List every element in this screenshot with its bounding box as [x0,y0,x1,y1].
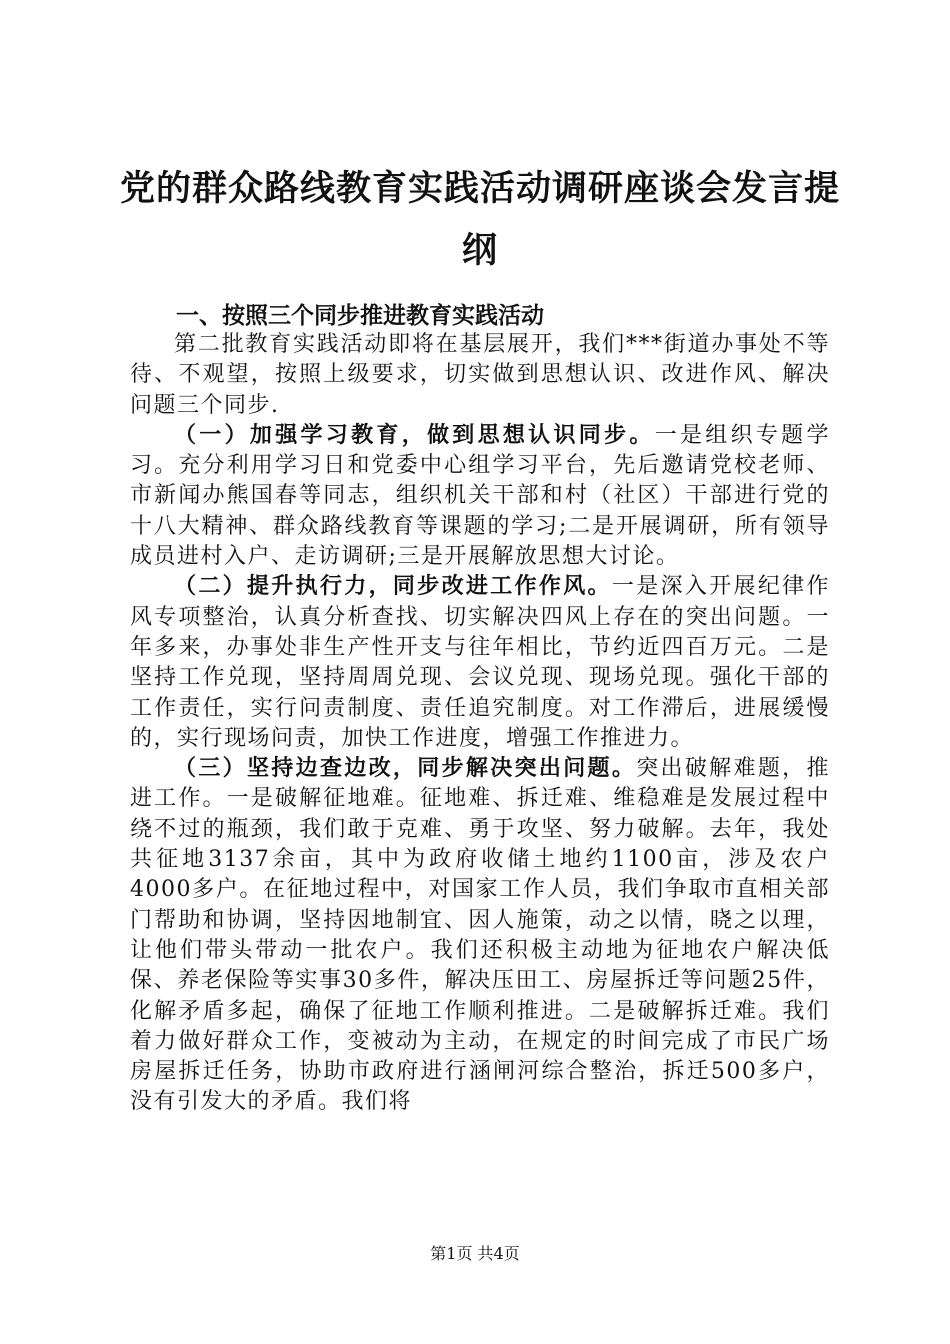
paragraph-text: 一是深入开展纪律作风专项整治，认真分析查找、切实解决四风上存在的突出问题。一年多来，办事处非生产性开支与往年相比，节约近四百万元。二是坚持工作兑现，坚持周周兑现、会议兑现、现场兑现。强化干部的工作责任，实行问责制度、责任追究制度。对工作滞后，进展缓慢的，实行现场问责，加快工作进度，增强工作推进力。 [130,574,830,751]
paragraph-section-3 [130,754,830,1118]
paragraph-lead: （二）提升执行力，同步改进工作作风。 [174,574,612,600]
paragraph-text: 一是组织专题学习。充分利用学习日和党委中心组学习平台，先后邀请党校老师、市新闻办熊国春等同志，组织机关干部和村（社区）干部进行党的十八大精神、群众路线教育等课题的学习;二是开展调研，所有领导成员进村入户、走访调研;三是开展解放思想大讨论。 [130,422,830,570]
paragraph-lead: （三）坚持边查边改，同步解决突出问题。 [174,756,637,782]
document-body [130,330,830,1118]
page-footer: 第1页 共4页 [430,1244,520,1263]
intro-paragraph: 第二批教育实践活动即将在基层展开，我们***街道办事处不等待、不观望，按照上级要求，切实做到思想认识、改进作风、解决问题三个同步. [130,332,830,418]
paragraph-section-2 [130,572,830,754]
document-title: 党的群众路线教育实践活动调研座谈会发言提纲 [120,168,841,271]
paragraph-section-1 [130,421,830,572]
section-heading: 一、按照三个同步推进教育实践活动 [176,303,544,329]
paragraph-text: 突出破解难题，推进工作。一是破解征地难。征地难、拆迁难、维稳难是发展过程中绕不过的瓶颈，我们敢于克难、勇于攻坚、努力破解。去年，我处共征地3137余亩，其中为政府收储土地约1100亩，涉及农户4000多户。在征地过程中，对国家工作人员，我们争取市直相关部门帮助和协调，坚持因地制宜、因人施策，动之以情，晓之以理，让他们带头带动一批农户。我们还积极主动地为征地农户解决低保、养老保险等实事30多件，解决压田工、房屋拆迁等问题25件，化解矛盾多起，确保了征地工作顺利推进。二是破解拆迁难。我们着力做好群众工作，变被动为主动，在规定的时间完成了市民广场房屋拆迁任务，协助市政府进行涵闸河综合整治，拆迁500多户，没有引发大的矛盾。我们将 [130,756,830,1115]
paragraph-lead: （一）加强学习教育，做到思想认识同步。 [174,422,655,448]
